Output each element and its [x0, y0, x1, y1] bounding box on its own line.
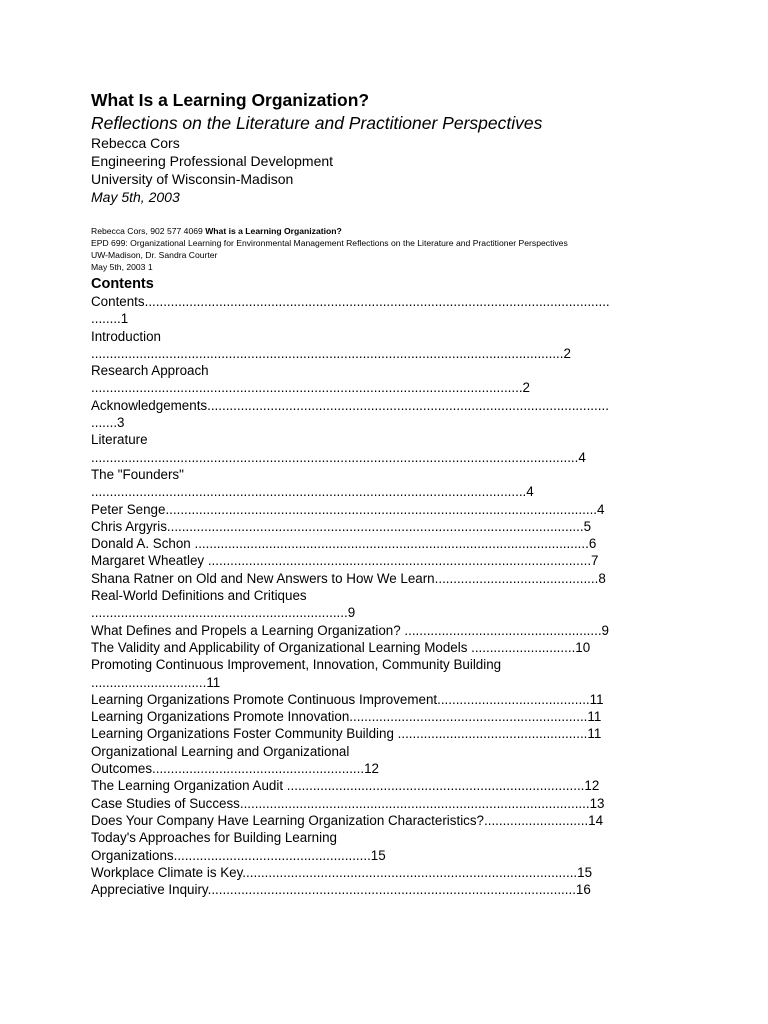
toc-entry[interactable] [91, 535, 691, 552]
toc-entry-line: Learning Organizations Foster Community Building ...................................................11 [91, 726, 602, 742]
toc-entry-line: Peter Senge....................................................................................................................4 [91, 501, 605, 517]
toc-entry-line: The Validity and Applicability of Organizational Learning Models ............................10 [91, 639, 591, 655]
toc-entry-line: The Learning Organization Audit ................................................................................12 [91, 778, 600, 794]
toc-entry-line: Organizations.....................................................15 [91, 847, 386, 863]
toc-entry-line: ........1 [91, 311, 129, 327]
toc-entry-line: Research Approach [91, 363, 209, 379]
toc-entry-line: .....................................................................9 [91, 605, 356, 621]
toc-entry[interactable] [91, 501, 691, 518]
toc-entry-line: ...............................11 [91, 674, 221, 690]
toc-entry-line: Outcomes.........................................................12 [91, 761, 379, 777]
toc-entry-line: Learning Organizations Promote Innovation................................................................11 [91, 709, 602, 725]
running-header-line-2: EPD 699: Organizational Learning for Environmental Management Reflections on the Literature and Practitioner Perspectives [91, 238, 568, 248]
toc-entry[interactable] [91, 639, 691, 656]
toc-entry-line: Acknowledgements............................................................................................................ [91, 397, 609, 413]
toc-entry[interactable] [91, 587, 691, 622]
document-page [91, 88, 691, 898]
document-date: May 5th, 2003 [91, 189, 180, 205]
toc-entry[interactable] [91, 362, 691, 397]
running-header-line-3: UW-Madison, Dr. Sandra Courter [91, 250, 218, 260]
toc-entry-line: Introduction [91, 328, 161, 344]
toc-entry[interactable] [91, 881, 691, 898]
running-header-author: Rebecca Cors, 902 577 4069 [91, 226, 206, 236]
toc-entry-line: Workplace Climate is Key..........................................................................................15 [91, 864, 593, 880]
running-header-line-4: May 5th, 2003 1 [91, 262, 153, 272]
university-name: University of Wisconsin-Madison [91, 171, 294, 187]
toc-entry[interactable] [91, 570, 691, 587]
table-of-contents [91, 293, 691, 898]
toc-entry-line: Case Studies of Success..............................................................................................13 [91, 795, 605, 811]
toc-entry[interactable] [91, 829, 691, 864]
toc-entry[interactable] [91, 812, 691, 829]
author-name: Rebecca Cors [91, 135, 180, 151]
department-name: Engineering Professional Development [91, 153, 334, 169]
toc-entry[interactable] [91, 518, 691, 535]
toc-entry-line: .....................................................................................................................4 [91, 484, 534, 500]
toc-entry-line: Learning Organizations Promote Continuous Improvement.........................................11 [91, 691, 604, 707]
toc-entry[interactable] [91, 795, 691, 812]
document-subtitle: Reflections on the Literature and Practitioner Perspectives [91, 113, 543, 133]
toc-entry-line: ....................................................................................................................2 [91, 380, 531, 396]
toc-entry-line: ...................................................................................................................................4 [91, 449, 586, 465]
toc-entry[interactable] [91, 691, 691, 708]
toc-entry[interactable] [91, 328, 691, 363]
document-title: What Is a Learning Organization? [91, 90, 370, 110]
toc-entry-line: Literature [91, 432, 148, 448]
toc-entry-line: Chris Argyris................................................................................................................5 [91, 518, 592, 534]
toc-entry-line: Donald A. Schon ..........................................................................................................6 [91, 536, 597, 552]
toc-entry[interactable] [91, 397, 691, 432]
toc-entry[interactable] [91, 743, 691, 778]
toc-entry[interactable] [91, 656, 691, 691]
toc-entry-line: Shana Ratner on Old and New Answers to How We Learn............................................8 [91, 570, 606, 586]
toc-entry-line: Appreciative Inquiry...................................................................................................16 [91, 882, 591, 898]
toc-entry-line: Does Your Company Have Learning Organization Characteristics?............................14 [91, 812, 604, 828]
toc-entry-line: ...............................................................................................................................2 [91, 345, 571, 361]
toc-entry-line: .......3 [91, 415, 125, 431]
toc-entry-line: Contents............................................................................................................................. [91, 294, 610, 309]
toc-entry-line: Organizational Learning and Organizational [91, 743, 350, 759]
toc-entry[interactable] [91, 466, 691, 501]
running-header-line-1 [91, 225, 691, 237]
toc-entry-line: The "Founders" [91, 466, 184, 482]
toc-entry-line: Margaret Wheatley .......................................................................................................7 [91, 553, 599, 569]
toc-entry-line: Real-World Definitions and Critiques [91, 588, 307, 604]
toc-entry[interactable] [91, 293, 691, 328]
running-header-title: What is a Learning Organization? [205, 226, 342, 236]
toc-entry[interactable] [91, 552, 691, 569]
toc-entry[interactable] [91, 622, 691, 639]
toc-entry[interactable] [91, 708, 691, 725]
running-header [91, 225, 691, 273]
toc-entry-line: Today's Approaches for Building Learning [91, 830, 337, 846]
toc-entry[interactable] [91, 864, 691, 881]
toc-entry[interactable] [91, 725, 691, 742]
toc-entry[interactable] [91, 431, 691, 466]
toc-entry-line: What Defines and Propels a Learning Organization? .....................................................9 [91, 622, 610, 638]
toc-entry-line: Promoting Continuous Improvement, Innovation, Community Building [91, 657, 502, 673]
contents-heading: Contents [91, 276, 154, 292]
toc-entry[interactable] [91, 777, 691, 794]
